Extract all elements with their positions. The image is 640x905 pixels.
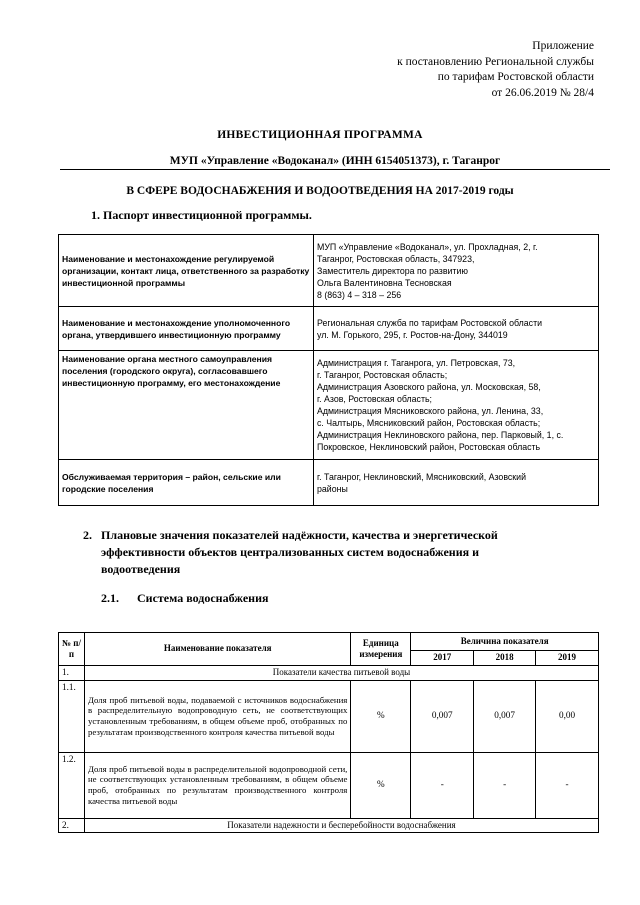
header-year: 2018 bbox=[474, 651, 536, 666]
passport-value-line: Заместитель директора по развитию bbox=[317, 265, 468, 276]
passport-value-line: г. Азов, Ростовская область; bbox=[317, 394, 433, 404]
passport-value-line: МУП «Управление «Водоканал», ул. Прохладная, 2, г. bbox=[317, 241, 538, 252]
annex-line: к постановлению Региональной службы bbox=[397, 55, 594, 68]
passport-row bbox=[59, 235, 599, 307]
table-row bbox=[59, 752, 599, 818]
header-name: Наименование показателя bbox=[84, 633, 350, 666]
passport-value bbox=[314, 460, 599, 506]
row-num: 1. bbox=[59, 666, 85, 681]
passport-value-line: Администрация Мясниковского района, ул. Ленина, 33, bbox=[317, 406, 544, 416]
row-value: 0,007 bbox=[474, 680, 536, 752]
passport-row bbox=[59, 460, 599, 506]
indicators-table bbox=[58, 632, 599, 833]
passport-value-line: Ольга Валентиновна Тесновская bbox=[317, 277, 452, 288]
section-title: Показатели надежности и бесперебойности водоснабжения bbox=[84, 818, 598, 833]
section-1-heading: 1. Паспорт инвестиционной программы. bbox=[91, 208, 312, 222]
row-value: - bbox=[536, 752, 599, 818]
passport-row bbox=[59, 351, 599, 460]
passport-value-line: г. Таганрог, Неклиновский, Мясниковский, Азовский bbox=[317, 471, 526, 482]
passport-row bbox=[59, 307, 599, 351]
passport-value-line: г. Таганрог, Ростовская область; bbox=[317, 370, 448, 380]
row-unit: % bbox=[351, 680, 411, 752]
passport-label: Наименование и местонахождение уполномоченного органа, утвердившего инвестиционную программу bbox=[59, 307, 314, 351]
passport-value-line: районы bbox=[317, 483, 348, 494]
header-num: № п/п bbox=[59, 633, 85, 666]
passport-value bbox=[314, 351, 599, 460]
row-num: 1.2. bbox=[59, 752, 85, 818]
passport-value-line: Администрация Азовского района, ул. Московская, 58, bbox=[317, 382, 541, 392]
passport-value bbox=[314, 307, 599, 351]
section-title: Показатели качества питьевой воды bbox=[84, 666, 598, 681]
row-value: 0,00 bbox=[536, 680, 599, 752]
header-value: Величина показателя bbox=[411, 633, 599, 651]
row-unit: % bbox=[351, 752, 411, 818]
passport-label: Наименование органа местного самоуправления поселения (городского округа), согласовавшего инвестиционную программу, его местонахождение bbox=[59, 351, 314, 460]
table-row bbox=[59, 680, 599, 752]
row-name: Доля проб питьевой воды в распределительной водопроводной сети, не соответствующих установленным требованиям, в общем объеме проб, отобранных по результатам производственного контроля качества питьевой воды bbox=[84, 752, 350, 818]
row-value: 0,007 bbox=[411, 680, 474, 752]
passport-value-line: ул. М. Горького, 295, г. Ростов-на-Дону, 344019 bbox=[317, 329, 508, 340]
header-unit: Единица измерения bbox=[351, 633, 411, 666]
row-value: - bbox=[411, 752, 474, 818]
annex-line: по тарифам Ростовской области bbox=[437, 71, 594, 83]
passport-value-line: Администрация Неклиновского района, пер. Парковый, 1, с. bbox=[317, 430, 564, 440]
passport-label: Обслуживаемая территория – район, сельские или городские поселения bbox=[59, 460, 314, 506]
passport-table bbox=[58, 234, 599, 506]
passport-value-line: Региональная служба по тарифам Ростовской области bbox=[317, 317, 543, 328]
row-num: 2. bbox=[59, 818, 85, 833]
passport-value-line: 8 (863) 4 – 318 – 256 bbox=[317, 289, 402, 300]
passport-value bbox=[314, 235, 599, 307]
annex-line: от 26.06.2019 № 28/4 bbox=[491, 86, 594, 99]
section-2-number: 2. bbox=[83, 528, 92, 542]
passport-value-line: Покровское, Неклиновский район, Ростовская область bbox=[317, 442, 541, 452]
section-2-1-text: Система водоснабжения bbox=[137, 591, 269, 605]
header-year: 2019 bbox=[536, 651, 599, 666]
sphere-title: В СФЕРЕ ВОДОСНАБЖЕНИЯ И ВОДООТВЕДЕНИЯ НА 2017-2019 годы bbox=[126, 185, 514, 197]
annex-reference bbox=[397, 39, 594, 101]
table-section-row bbox=[59, 666, 599, 681]
program-title: ИНВЕСТИЦИОННАЯ ПРОГРАММА bbox=[217, 129, 423, 141]
passport-value-line: Администрация г. Таганрога, ул. Петровская, 73, bbox=[317, 358, 516, 368]
section-2-text: Плановые значения показателей надёжности, качества и энергетической эффективности объектов централизованных систем водоснабжения и водоотведения bbox=[101, 528, 498, 576]
row-value: - bbox=[474, 752, 536, 818]
header-row bbox=[59, 633, 599, 651]
section-2-1-number: 2.1. bbox=[101, 591, 119, 605]
row-name: Доля проб питьевой воды, подаваемой с источников водоснабжения в распределительную водопроводную сеть, не соответствующих установленным требованиям, в общем объеме проб, отобранных по результатам производственного контроля качества питьевой воды bbox=[84, 680, 350, 752]
passport-value-line: с. Чалтырь, Мясниковский район, Ростовская область; bbox=[317, 418, 541, 428]
passport-value-line: Таганрог, Ростовская область, 347923, bbox=[317, 253, 475, 264]
annex-line: Приложение bbox=[532, 40, 594, 52]
row-num: 1.1. bbox=[59, 680, 85, 752]
header-year: 2017 bbox=[411, 651, 474, 666]
organization-title: МУП «Управление «Водоканал» (ИНН 6154051373), г. Таганрог bbox=[60, 155, 610, 170]
passport-label: Наименование и местонахождение регулируемой организации, контакт лица, ответственного за разработку инвестиционной программы bbox=[59, 235, 314, 307]
table-section-row bbox=[59, 818, 599, 833]
